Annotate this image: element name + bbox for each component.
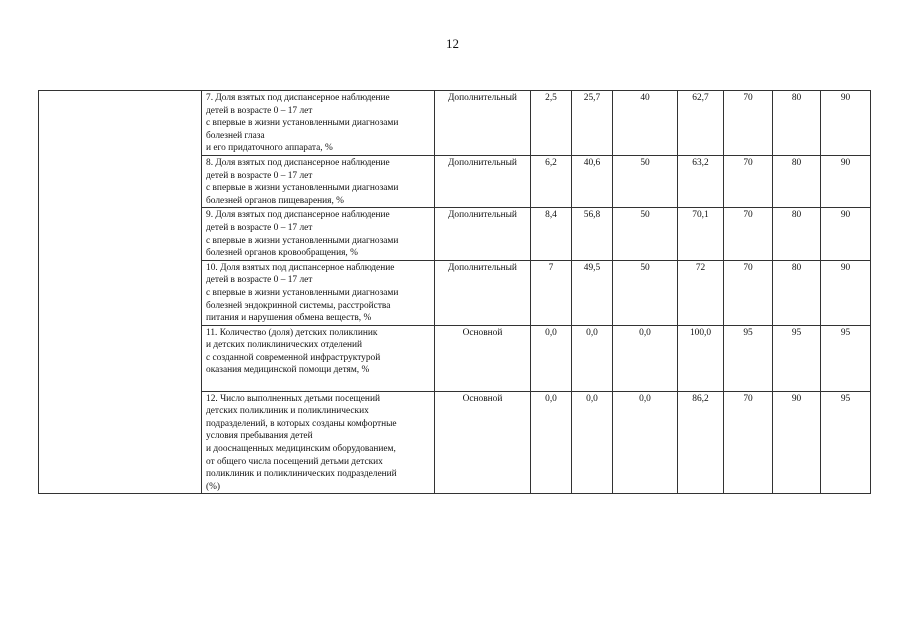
value-cell: 90 [821, 208, 871, 260]
value-cell: 40 [613, 91, 678, 156]
value-cell: 80 [773, 260, 821, 325]
value-cell: 80 [773, 155, 821, 207]
value-cell: 80 [773, 208, 821, 260]
value-cell: 56,8 [572, 208, 613, 260]
value-cell: 0,0 [572, 325, 613, 391]
value-cell: 25,7 [572, 91, 613, 156]
value-cell: 63,2 [678, 155, 724, 207]
value-cell: 0,0 [531, 325, 572, 391]
value-cell: 95 [773, 325, 821, 391]
type-cell: Основной [435, 325, 531, 391]
value-cell: 0,0 [572, 391, 613, 494]
empty-cell [39, 91, 202, 494]
value-cell: 90 [821, 260, 871, 325]
value-cell: 72 [678, 260, 724, 325]
value-cell: 90 [773, 391, 821, 494]
indicator-cell: 8. Доля взятых под диспансерное наблюдение детей в возрасте 0 – 17 лет с впервые в жизни установленными диагнозами болезней органов пищеварения, % [202, 155, 435, 207]
value-cell: 50 [613, 260, 678, 325]
indicator-cell: 7. Доля взятых под диспансерное наблюдение детей в возрасте 0 – 17 лет с впервые в жизни установленными диагнозами болезней глаза и его придаточного аппарата, % [202, 91, 435, 156]
value-cell: 0,0 [613, 391, 678, 494]
type-cell: Дополнительный [435, 91, 531, 156]
value-cell: 62,7 [678, 91, 724, 156]
value-cell: 70 [724, 391, 773, 494]
value-cell: 90 [821, 91, 871, 156]
indicator-cell: 9. Доля взятых под диспансерное наблюдение детей в возрасте 0 – 17 лет с впервые в жизни установленными диагнозами болезней органов кровообращения, % [202, 208, 435, 260]
value-cell: 70 [724, 208, 773, 260]
indicator-cell: 10. Доля взятых под диспансерное наблюдение детей в возрасте 0 – 17 лет с впервые в жизни установленными диагнозами болезней эндокринной системы, расстройства питания и нарушения обмена веществ, % [202, 260, 435, 325]
type-cell: Дополнительный [435, 155, 531, 207]
table-row [39, 91, 871, 156]
value-cell: 80 [773, 91, 821, 156]
value-cell: 70,1 [678, 208, 724, 260]
value-cell: 40,6 [572, 155, 613, 207]
value-cell: 50 [613, 208, 678, 260]
type-cell: Основной [435, 391, 531, 494]
value-cell: 95 [821, 391, 871, 494]
indicator-cell: 11. Количество (доля) детских поликлиник и детских поликлинических отделений с созданной современной инфраструктурой оказания медицинской помощи детям, % [202, 325, 435, 391]
indicators-table [38, 90, 871, 494]
value-cell: 50 [613, 155, 678, 207]
value-cell: 70 [724, 91, 773, 156]
value-cell: 6,2 [531, 155, 572, 207]
value-cell: 0,0 [613, 325, 678, 391]
page-number: 12 [446, 36, 459, 51]
value-cell: 7 [531, 260, 572, 325]
value-cell: 95 [724, 325, 773, 391]
value-cell: 70 [724, 260, 773, 325]
type-cell: Дополнительный [435, 260, 531, 325]
value-cell: 2,5 [531, 91, 572, 156]
value-cell: 90 [821, 155, 871, 207]
value-cell: 86,2 [678, 391, 724, 494]
indicator-cell: 12. Число выполненных детьми посещений детских поликлиник и поликлинических подразделений, в которых созданы комфортные условия пребывания детей и дооснащенных медицинским оборудованием, от общего числа посещений детьми детских поликлиник и поликлинических подразделений (%) [202, 391, 435, 494]
type-cell: Дополнительный [435, 208, 531, 260]
value-cell: 0,0 [531, 391, 572, 494]
value-cell: 95 [821, 325, 871, 391]
value-cell: 100,0 [678, 325, 724, 391]
value-cell: 8,4 [531, 208, 572, 260]
value-cell: 70 [724, 155, 773, 207]
value-cell: 49,5 [572, 260, 613, 325]
